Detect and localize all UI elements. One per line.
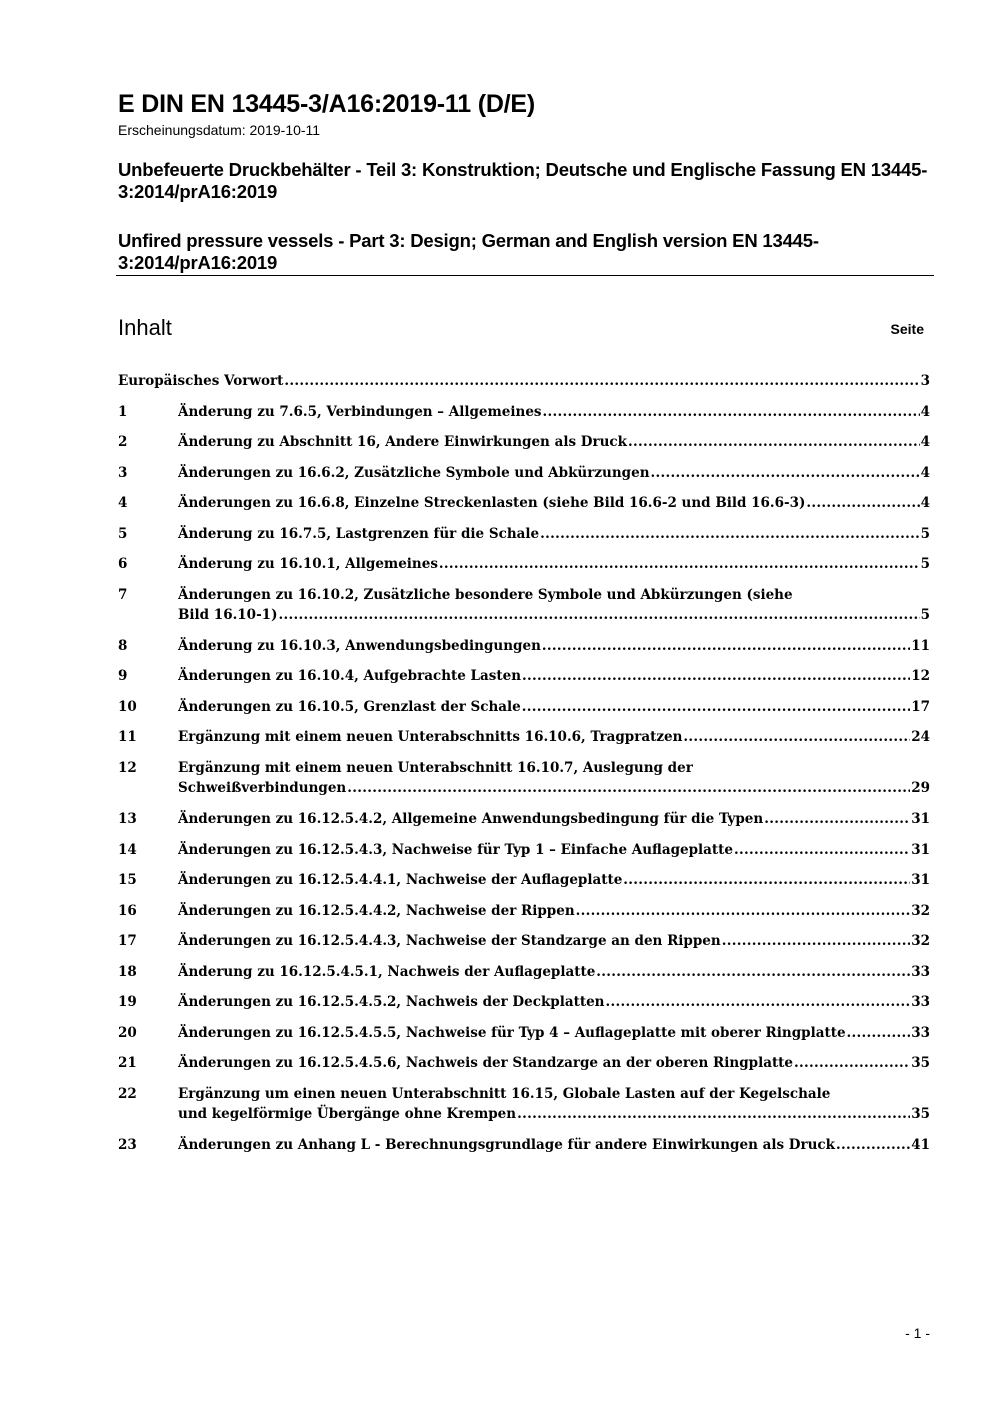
toc-entry-page: 4 — [920, 434, 930, 450]
toc-entry-page: 32 — [911, 903, 930, 919]
toc-entry-page: 33 — [911, 964, 930, 980]
toc-entry-number: 11 — [118, 729, 137, 745]
toc-dot-leader — [439, 554, 920, 574]
toc-dot-leader — [806, 493, 919, 513]
toc-dot-leader — [794, 1053, 910, 1073]
toc-entry-number: 8 — [118, 638, 128, 654]
toc-entry-number: 21 — [118, 1055, 137, 1071]
toc-dot-leader — [628, 432, 920, 452]
publication-date: Erscheinungsdatum: 2019-10-11 — [118, 122, 321, 138]
toc-entry-number: 9 — [118, 668, 128, 684]
toc-dot-leader — [734, 840, 910, 860]
toc-dot-leader — [596, 962, 910, 982]
toc-entry-page: 33 — [911, 994, 930, 1010]
toc-entry-number: 19 — [118, 994, 137, 1010]
footer-page-number: - 1 - — [905, 1325, 930, 1341]
toc-entry-title: Schweißverbindungen — [178, 780, 347, 796]
toc-entry-page: 3 — [920, 373, 930, 389]
toc-dot-leader — [606, 992, 911, 1012]
toc-entry-title: Änderungen zu 16.12.5.4.4.2, Nachweise der Rippen — [178, 903, 575, 919]
toc-entry-title: Änderungen zu 16.10.4, Aufgebrachte Lasten — [178, 668, 522, 684]
toc-entry-number: 23 — [118, 1137, 137, 1153]
toc-entry-number: 12 — [118, 760, 137, 776]
toc-entry-title: Änderungen zu 16.6.8, Einzelne Streckenlasten (siehe Bild 16.6-2 und Bild 16.6-3) — [178, 495, 806, 511]
toc-entry-page: 41 — [911, 1137, 930, 1153]
toc-entry-page: 5 — [920, 607, 930, 623]
toc-entry-page: 31 — [911, 842, 930, 858]
toc-entry-page: 4 — [920, 404, 930, 420]
toc-entry-page: 35 — [911, 1055, 930, 1071]
toc-entry-number: 3 — [118, 465, 128, 481]
toc-entry-number: 13 — [118, 811, 137, 827]
toc-entry-title: Ergänzung mit einem neuen Unterabschnitts 16.10.6, Tragpratzen — [178, 729, 683, 745]
toc-entry-page: 4 — [920, 465, 930, 481]
toc-entry-page: 24 — [911, 729, 930, 745]
toc-entry-title: Änderungen zu Anhang L - Berechnungsgrundlage für andere Einwirkungen als Druck — [178, 1137, 835, 1153]
toc-entry-title: Europäisches Vorwort — [118, 373, 284, 389]
toc-entry-page: 4 — [920, 495, 930, 511]
toc-entry-title: Ergänzung mit einem neuen Unterabschnitt 16.10.7, Auslegung der — [178, 760, 693, 776]
toc-page-column-label: Seite — [890, 321, 924, 337]
toc-dot-leader — [836, 1135, 910, 1155]
toc-entry-number: 16 — [118, 903, 137, 919]
toc-dot-leader — [576, 901, 911, 921]
toc-dot-leader — [683, 727, 910, 747]
toc-dot-leader — [623, 870, 910, 890]
toc-entry-number: 2 — [118, 434, 128, 450]
toc-entry-page: 17 — [911, 699, 930, 715]
toc-entry-number: 18 — [118, 964, 137, 980]
toc-dot-leader — [543, 402, 920, 422]
toc-entry-title: Bild 16.10-1) — [178, 607, 278, 623]
toc-dot-leader — [278, 605, 919, 625]
toc-entry-number: 4 — [118, 495, 128, 511]
toc-entry-title: Ergänzung um einen neuen Unterabschnitt 16.15, Globale Lasten auf der Kegelschale — [178, 1086, 831, 1102]
toc-entry-title: Änderung zu 16.7.5, Lastgrenzen für die Schale — [178, 526, 540, 542]
toc-entry-number: 17 — [118, 933, 137, 949]
toc-entry-number: 6 — [118, 556, 128, 572]
toc-entry-page: 33 — [911, 1025, 930, 1041]
toc-dot-leader — [517, 1104, 910, 1124]
toc-entry-title: Änderungen zu 16.12.5.4.2, Allgemeine Anwendungsbedingung für die Typen — [178, 811, 764, 827]
toc-heading: Inhalt — [118, 315, 172, 340]
toc-entry-title: Änderungen zu 16.12.5.4.3, Nachweise für Typ 1 – Einfache Auflageplatte — [178, 842, 733, 858]
toc-entry-title: Änderungen zu 16.12.5.4.4.3, Nachweise der Standzarge an den Rippen — [178, 933, 721, 949]
toc-entry-number: 15 — [118, 872, 137, 888]
toc-dot-leader — [542, 636, 910, 656]
toc-dot-leader — [522, 697, 910, 717]
title-english: Unfired pressure vessels - Part 3: Design; German and English version EN 13445-3:2014/prA16:2019 — [118, 230, 819, 273]
toc-entry-page: 32 — [911, 933, 930, 949]
toc-dot-leader — [847, 1023, 911, 1043]
toc-entry-page: 12 — [911, 668, 930, 684]
toc-entry-page: 31 — [911, 811, 930, 827]
toc-entry-number: 10 — [118, 699, 137, 715]
toc-entry-title: Änderungen zu 16.6.2, Zusätzliche Symbole und Abkürzungen — [178, 465, 650, 481]
toc-entry-title: Änderungen zu 16.12.5.4.4.1, Nachweise der Auflageplatte — [178, 872, 623, 888]
toc-dot-leader — [651, 463, 920, 483]
toc-entry-number: 5 — [118, 526, 128, 542]
toc-entry-page: 31 — [911, 872, 930, 888]
toc-dot-leader — [722, 931, 911, 951]
toc-entry-number: 20 — [118, 1025, 137, 1041]
toc-entry-title: Änderungen zu 16.12.5.4.5.2, Nachweis der Deckplatten — [178, 994, 605, 1010]
toc-dot-leader — [522, 666, 910, 686]
toc-dot-leader — [347, 778, 910, 798]
toc-entry-title: Änderung zu 7.6.5, Verbindungen – Allgemeines — [178, 404, 542, 420]
toc-entry-title: Änderung zu 16.10.1, Allgemeines — [178, 556, 438, 572]
toc-entry-number: 14 — [118, 842, 137, 858]
document-id: E DIN EN 13445-3/A16:2019-11 (D/E) — [118, 90, 536, 118]
toc-entry-title: Änderungen zu 16.10.2, Zusätzliche besondere Symbole und Abkürzungen (siehe — [178, 587, 793, 603]
toc-entry-title: Änderungen zu 16.10.5, Grenzlast der Schale — [178, 699, 521, 715]
toc-entry-page: 11 — [911, 638, 930, 654]
toc-entry-title: Änderung zu 16.10.3, Anwendungsbedingungen — [178, 638, 541, 654]
toc-entry-title: Änderung zu Abschnitt 16, Andere Einwirkungen als Druck — [178, 434, 627, 450]
toc-entry-title: Änderungen zu 16.12.5.4.5.5, Nachweise für Typ 4 – Auflageplatte mit oberer Ringplatte — [178, 1025, 846, 1041]
toc-entry-number: 7 — [118, 587, 128, 603]
toc-entry-page: 5 — [920, 526, 930, 542]
toc-entry-number: 1 — [118, 404, 128, 420]
toc-entry-page: 29 — [911, 780, 930, 796]
toc-dot-leader — [284, 371, 919, 391]
toc-entry-page: 5 — [920, 556, 930, 572]
toc-dot-leader — [764, 809, 910, 829]
toc-entry-title: und kegelförmige Übergänge ohne Krempen — [178, 1106, 517, 1122]
toc-entry-title: Änderung zu 16.12.5.4.5.1, Nachweis der Auflageplatte — [178, 964, 596, 980]
table-of-contents — [118, 0, 930, 1403]
toc-entry-number: 22 — [118, 1086, 137, 1102]
title-german: Unbefeuerte Druckbehälter - Teil 3: Konstruktion; Deutsche und Englische Fassung EN 13445-3:2014/prA16:2019 — [118, 159, 928, 202]
toc-dot-leader — [540, 524, 919, 544]
toc-entry-title: Änderungen zu 16.12.5.4.5.6, Nachweis der Standzarge an der oberen Ringplatte — [178, 1055, 794, 1071]
toc-entry-page: 35 — [911, 1106, 930, 1122]
